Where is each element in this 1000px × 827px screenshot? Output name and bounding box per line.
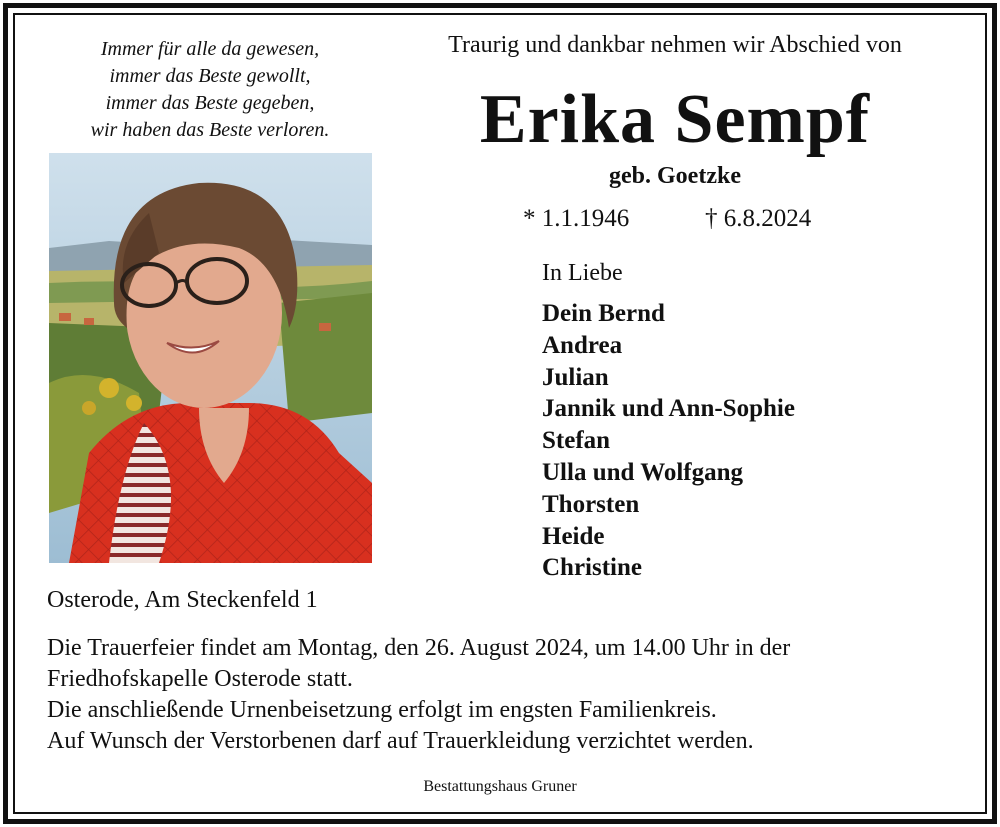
mourner-name: Andrea: [542, 331, 623, 359]
ceremony-line: Auf Wunsch der Verstorbenen darf auf Trauerkleidung verzichtet werden.: [47, 728, 754, 754]
mourner-name: Heide: [542, 522, 605, 550]
portrait-image: [49, 153, 372, 563]
poem-line: immer das Beste gegeben,: [105, 92, 315, 114]
ceremony-line: Friedhofskapelle Osterode statt.: [47, 666, 353, 692]
portrait-photo: [49, 153, 372, 563]
birth-date: * 1.1.1946: [523, 205, 630, 232]
ceremony-info: [47, 633, 977, 757]
mourner-name: Jannik und Ann-Sophie: [542, 395, 795, 423]
mourner-name: Thorsten: [542, 490, 640, 518]
deceased-name: Erika Sempf: [479, 81, 871, 158]
intro-text: Traurig und dankbar nehmen wir Abschied von: [448, 32, 902, 58]
family-intro: In Liebe: [542, 260, 623, 286]
ceremony-line: Die Trauerfeier findet am Montag, den 26. August 2024, um 14.00 Uhr in der: [47, 635, 791, 661]
ceremony-line: Die anschließende Urnenbeisetzung erfolgt im engsten Familienkreis.: [47, 697, 717, 723]
poem-line: Immer für alle da gewesen,: [100, 38, 320, 60]
death-date: † 6.8.2024: [705, 205, 812, 232]
mourner-name: Ulla und Wolfgang: [542, 458, 744, 486]
undertaker: Bestattungshaus Gruner: [423, 778, 577, 795]
mourner-list: [542, 298, 795, 584]
mourner-name: Julian: [542, 363, 609, 391]
poem: [40, 36, 380, 144]
maiden-name: geb. Goetzke: [609, 163, 741, 189]
address: Osterode, Am Steckenfeld 1: [47, 587, 318, 613]
mourner-name: Stefan: [542, 427, 611, 455]
poem-line: immer das Beste gewollt,: [109, 65, 311, 87]
mourner-name: Christine: [542, 554, 642, 582]
mourner-name: Dein Bernd: [542, 300, 665, 327]
poem-line: wir haben das Beste verloren.: [90, 119, 330, 141]
